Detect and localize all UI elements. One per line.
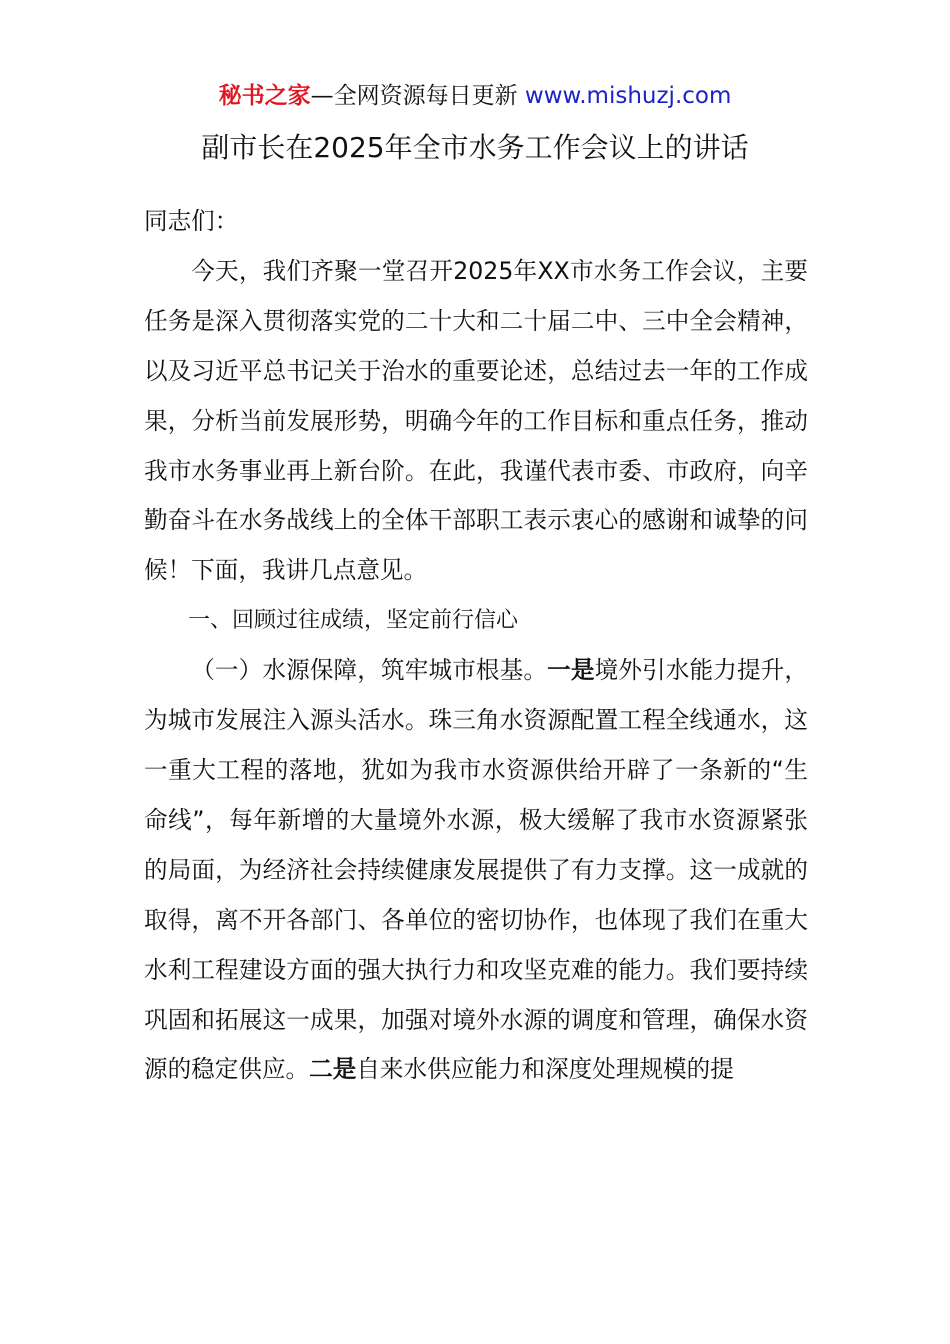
document-title: 副市长在2025年全市水务工作会议上的讲话 xyxy=(201,131,749,164)
point-1-text: 境外引水能力提升，为城市发展注入源头活水。珠三角水资源配置工程全线通水，这一重大工程的落地，犹如为我市水资源供给开辟了一条新的“生命线”，每年新增的大量境外水源，极大缓解了我市水资源紧张的局面，为经济社会持续健康发展提供了有力支撑。这一成就的取得，离不开各部门、各单位的密切协作，也体现了我们在重大水利工程建设方面的强大执行力和攻坚克难的能力。我们要持续巩固和拓展这一成果，加强对境外水源的调度和管理，确保水资源的稳定供应。 xyxy=(144,656,809,1084)
site-brand: 秘书之家 xyxy=(218,83,311,109)
salutation: 同志们： xyxy=(144,207,239,235)
site-banner xyxy=(0,80,950,112)
intro-paragraph: 今天，我们齐聚一堂召开2025年XX市水务工作会议，主要任务是深入贯彻落实党的二十大和二十届二中、三中全会精神，以及习近平总书记关于治水的重要论述，总结过去一年的工作成果，分析当前发展形势，明确今年的工作目标和重点任务，推动我市水务事业再上新台阶。在此，我谨代表市委、市政府，向辛勤奋斗在水务战线上的全体干部职工表示衷心的感谢和诚挚的问候！下面，我讲几点意见。 xyxy=(144,256,808,585)
point-2-lead: 二是 xyxy=(309,1055,357,1084)
point-1-lead: 一是 xyxy=(547,656,595,685)
subsection-paragraph xyxy=(144,646,808,1095)
subsection-heading: （一）水源保障，筑牢城市根基。 xyxy=(191,656,548,685)
site-tagline: —全网资源每日更新 xyxy=(310,83,525,109)
point-2-text: 自来水供应能力和深度处理规模的提 xyxy=(356,1055,734,1084)
section-heading: 一、回顾过往成绩，坚定前行信心 xyxy=(188,608,519,634)
site-url-link[interactable]: www.mishuzj.com xyxy=(524,83,732,109)
document-body xyxy=(144,197,808,1095)
